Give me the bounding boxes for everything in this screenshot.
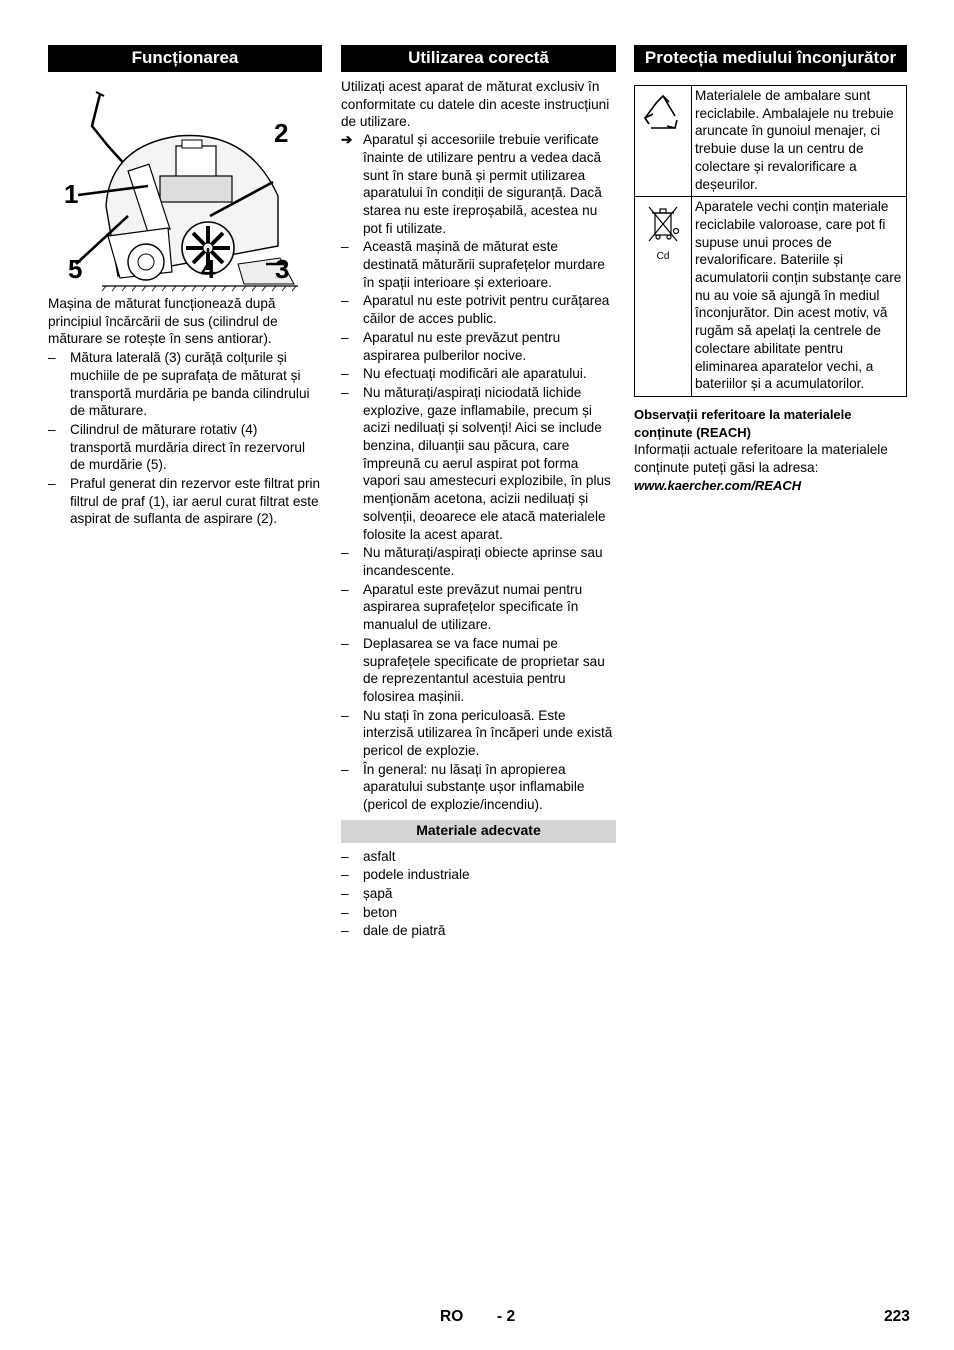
list-item: – Praful generat din rezervor este filtrat prin filtrul de praf (1), iar aerul curat filtrat este aspirat de suflanta de aspirare (2). bbox=[48, 475, 322, 528]
list-item: – Nu efectuați modificări ale aparatului. bbox=[341, 365, 616, 383]
subheader-suitable-materials: Materiale adecvate bbox=[341, 820, 616, 843]
old-devices-text: Aparatele vechi conțin materiale reciclabile valoroase, care pot fi supuse unui proces de revalorificare. Bateriile și acumulatorii conțin substanțe care nu au voie să ajungă în mediul înconjurător. Din acest motiv, vă rugăm să apelați la centrele de colectare abilitate pentru eliminarea aparatelor vechi, a bateriilor și a acumulatorilor. bbox=[692, 197, 907, 397]
callout-2: 2 bbox=[274, 118, 289, 148]
footer-page-number: 223 bbox=[884, 1308, 910, 1325]
weee-bin-icon bbox=[641, 203, 685, 253]
list-item: – Cilindrul de măturare rotativ (4) transportă murdăria direct în rezervorul de murdărie (5). bbox=[48, 421, 322, 474]
section-header-environment: Protecția mediului înconjurător bbox=[634, 45, 907, 72]
reach-title: Observații referitoare la materialele conținute (REACH) bbox=[634, 406, 852, 440]
materials-list bbox=[341, 848, 616, 941]
reach-text: Informații actuale referitoare la materialele conținute puteți găsi la adresa: bbox=[634, 442, 888, 476]
list-item: – În general: nu lăsați în apropierea aparatului substanțe ușor inflamabile (pericol de explozie/incendiu). bbox=[341, 761, 616, 814]
packaging-recycling-text: Materialele de ambalare sunt reciclabile. Ambalajele nu trebuie aruncate în gunoiul menajer, ci trebuie duse la un centru de colectare și revalorificare a deșeurilor. bbox=[692, 86, 907, 197]
footer-local-page: - 2 bbox=[497, 1308, 516, 1325]
reach-link[interactable]: www.kaercher.com/REACH bbox=[634, 477, 802, 493]
cadmium-label: Cd bbox=[656, 250, 670, 262]
recycle-icon bbox=[641, 92, 685, 136]
column-environment bbox=[634, 45, 907, 494]
list-item: – Nu măturați/aspirați obiecte aprinse sau incandescente. bbox=[341, 544, 616, 579]
callout-1: 1 bbox=[64, 179, 79, 209]
column-correct-use bbox=[341, 45, 616, 940]
callout-4: 4 bbox=[201, 254, 216, 284]
list-item: – Aparatul nu este potrivit pentru curățarea căilor de acces public. bbox=[341, 292, 616, 327]
arrow-right-icon: ➔ bbox=[341, 132, 353, 148]
list-item: – beton bbox=[341, 904, 616, 922]
section-header-correct-use: Utilizarea corectă bbox=[341, 45, 616, 72]
list-item: – Nu stați în zona periculoasă. Este interzisă utilizarea în încăperi unde există pericol de explozie. bbox=[341, 707, 616, 760]
recycle-icon-cell bbox=[635, 86, 692, 197]
section-header-functioning: Funcționarea bbox=[48, 45, 322, 72]
functioning-list bbox=[48, 349, 322, 528]
list-item: – Mătura laterală (3) curăță colțurile și muchiile de pe suprafața de măturat și transportă murdăria pe banda cilindrului de măturare. bbox=[48, 349, 322, 420]
list-item: – Nu măturați/aspirați niciodată lichide explozive, gaze inflamabile, precum și acizi nediluați și solvenți! Aici se include benzina, diluanții sau păcura, care împreună cu aerul aspirat pot forma vapori sau amestecuri explozibile, în plus menționăm acetona, acizii nediluați și solvenții, deoarece ele atacă materialele folosite la acest aparat. bbox=[341, 384, 616, 543]
column-functioning bbox=[48, 45, 322, 528]
sweeper-figure bbox=[48, 86, 322, 292]
list-item: – dale de piatră bbox=[341, 922, 616, 940]
callout-3: 3 bbox=[275, 254, 290, 284]
list-item: – Această mașină de măturat este destinată măturării suprafețelor murdare în spații interioare și exterioare. bbox=[341, 238, 616, 291]
list-item: – Aparatul este prevăzut numai pentru aspirarea suprafețelor specificate în manualul de utilizare. bbox=[341, 581, 616, 634]
list-item: – Aparatul nu este prevăzut pentru aspirarea pulberilor nocive. bbox=[341, 329, 616, 364]
correct-use-list bbox=[341, 238, 616, 814]
footer-language: RO bbox=[440, 1308, 464, 1325]
weee-icon-cell bbox=[635, 197, 692, 397]
list-item: – podele industriale bbox=[341, 866, 616, 884]
table-row bbox=[635, 86, 907, 197]
table-row bbox=[635, 197, 907, 397]
environment-table bbox=[634, 85, 907, 397]
list-item: – Deplasarea se va face numai pe suprafețele specificate de proprietar sau de reprezentantul acestuia pentru folosirea mașinii. bbox=[341, 635, 616, 706]
callout-5: 5 bbox=[68, 254, 83, 284]
correct-use-intro: Utilizați acest aparat de măturat exclusiv în conformitate cu datele din aceste instrucțiuni de utilizare. bbox=[341, 79, 610, 130]
arrow-instruction-text: Aparatul și accesoriile trebuie verificate înainte de utilizare pentru a vedea dacă sunt în stare bună și permit utilizarea aparatului în condiții de siguranță. Dacă starea nu este ireproșabilă, acestea nu pot fi utilizate. bbox=[363, 132, 602, 236]
list-item: – șapă bbox=[341, 885, 616, 903]
list-item: – asfalt bbox=[341, 848, 616, 866]
functioning-intro: Mașina de măturat funcționează după principiul încărcării de sus (cilindrul de măturare se rotește în sens antiorar). bbox=[48, 296, 278, 347]
arrow-instruction bbox=[341, 131, 616, 237]
